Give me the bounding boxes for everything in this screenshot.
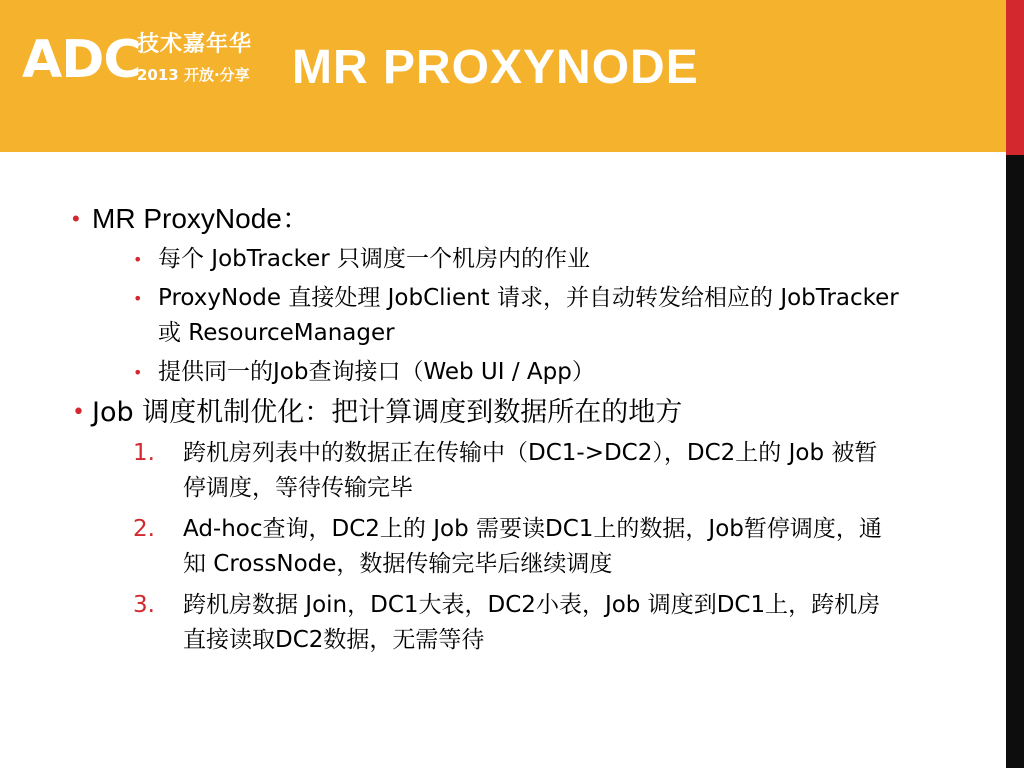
numbered-item [70,588,900,658]
bullet-job-scheduling [70,394,900,432]
sub-bullet-text: 提供同一的Job查询接口（Web UI / App） [158,359,595,385]
sub-bullet-text: 每个 JobTracker 只调度一个机房内的作业 [158,246,591,272]
bullet-dot: • [72,206,80,231]
numbered-item [70,512,900,582]
numbered-item-text: 跨机房数据 Join，DC1大表，DC2小表，Job 调度到DC1上，跨机房直接读取DC2数据，无需等待 [183,592,881,653]
numbered-item-text: Ad-hoc查询，DC2上的 Job 需要读DC1上的数据，Job暂停调度，通知 CrossNode，数据传输完毕后继续调度 [183,516,882,577]
sub-bullet-text: ProxyNode 直接处理 JobClient 请求，并自动转发给相应的 JobTracker 或 ResourceManager [158,285,899,346]
slide-body [70,200,900,664]
bullet-text: MR ProxyNode： [92,203,310,234]
item-number: 3. [133,592,155,618]
bullet-dot: • [133,250,143,269]
banner-brush-edge [0,100,1024,156]
side-bar-black [1006,155,1024,768]
bullet-dot: • [133,363,143,382]
logo-year-line: 2013 开放·分享 [137,66,250,84]
slide-title: MR PROXYNODE [292,41,699,94]
item-number: 1. [133,440,155,466]
sub-bullet [70,242,900,277]
item-number: 2. [133,516,155,542]
logo-tagline: 技术嘉年华 [137,32,253,57]
side-bar-red [1006,0,1024,155]
bullet-text: Job 调度机制优化：把计算调度到数据所在的地方 [92,397,683,428]
bullet-proxynode [70,200,900,238]
adc-logo [22,28,277,98]
sub-bullet [70,281,900,351]
numbered-item-text: 跨机房列表中的数据正在传输中（DC1->DC2），DC2上的 Job 被暂停调度，等待传输完毕 [183,440,878,501]
sub-bullet [70,355,900,390]
numbered-item [70,436,900,506]
bullet-dot: • [133,289,143,308]
logo-brand-text: ADC [22,30,141,90]
bullet-dot: • [72,400,85,425]
